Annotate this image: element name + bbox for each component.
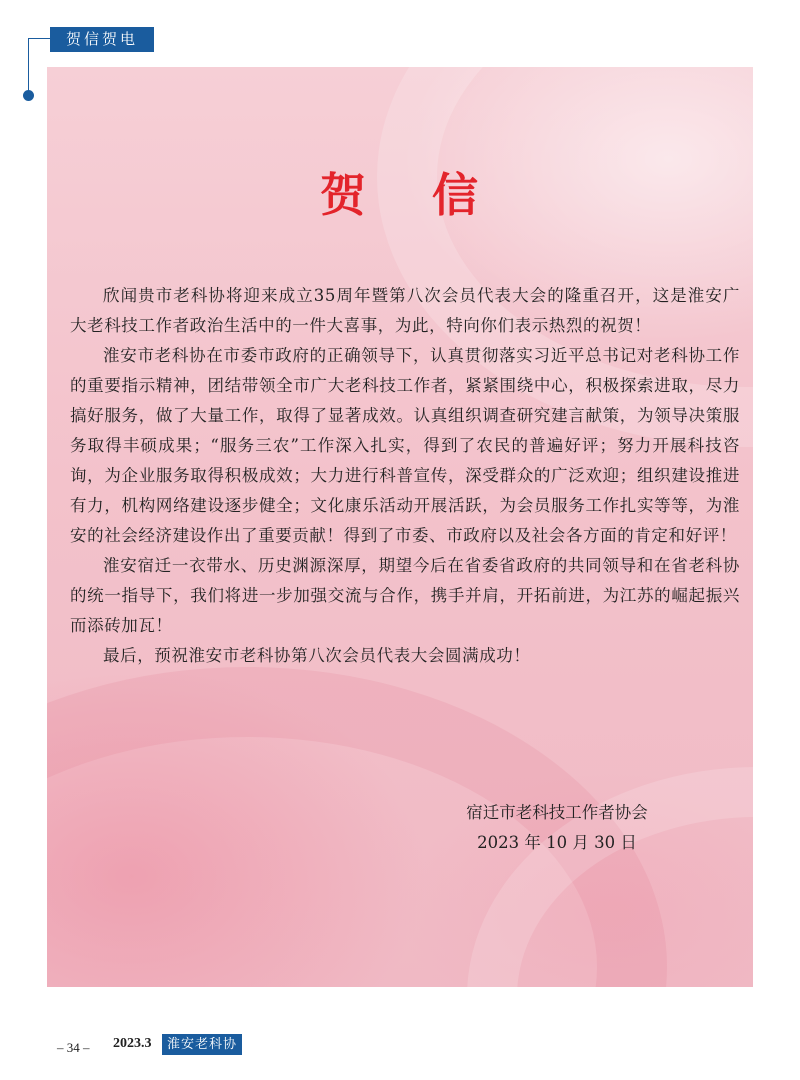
- header-frame-line: [28, 38, 50, 39]
- magazine-name: 淮安老科协: [162, 1034, 242, 1055]
- signature-organization: 宿迁市老科技工作者协会: [466, 803, 648, 822]
- signature-block: [407, 798, 707, 858]
- signature-date: 2023 年 10 月 30 日: [477, 833, 637, 852]
- header-frame-line-vertical: [28, 38, 29, 94]
- letter-panel: [47, 67, 753, 987]
- paragraph: 淮安宿迁一衣带水、历史渊源深厚，期望今后在省委省政府的共同领导和在省老科协的统一指导下，我们将进一步加强交流与合作，携手并肩，开拓前进，为江苏的崛起振兴而添砖加瓦！: [70, 556, 740, 635]
- letter-title-part: 信: [432, 168, 480, 222]
- page-number: – 34 –: [57, 1040, 90, 1055]
- paragraph: 淮安市老科协在市委市政府的正确领导下，认真贯彻落实习近平总书记对老科协工作的重要指示精神，团结带领全市广大老科技工作者，紧紧围绕中心，积极探索进取，尽力搞好服务，做了大量工作，取得了显著成效。认真组织调查研究建言献策，为领导决策服务取得丰硕成果；“服务三农”工作深入扎实，得到了农民的普遍好评；努力开展科技咨询，为企业服务取得积极成效；大力进行科普宣传，深受群众的广泛欢迎；组织建设推进有力，机构网络建设逐步健全；文化康乐活动开展活跃，为会员服务工作扎实等等，为淮安的社会经济建设作出了重要贡献！得到了市委、市政府以及社会各方面的肯定和好评！: [70, 346, 740, 545]
- issue-number: 2023.3: [113, 1036, 152, 1051]
- letter-title-part: 贺: [320, 168, 368, 222]
- section-label: 贺信贺电: [50, 27, 154, 52]
- letter-body: [70, 281, 740, 671]
- paragraph: 欣闻贵市老科协将迎来成立35周年暨第八次会员代表大会的隆重召开，这是淮安广大老科技工作者政治生活中的一件大喜事，为此，特向你们表示热烈的祝贺！: [70, 286, 740, 335]
- letter-title: [47, 159, 753, 225]
- header-frame-dot: [23, 90, 34, 101]
- paragraph: 最后，预祝淮安市老科协第八次会员代表大会圆满成功！: [103, 646, 531, 665]
